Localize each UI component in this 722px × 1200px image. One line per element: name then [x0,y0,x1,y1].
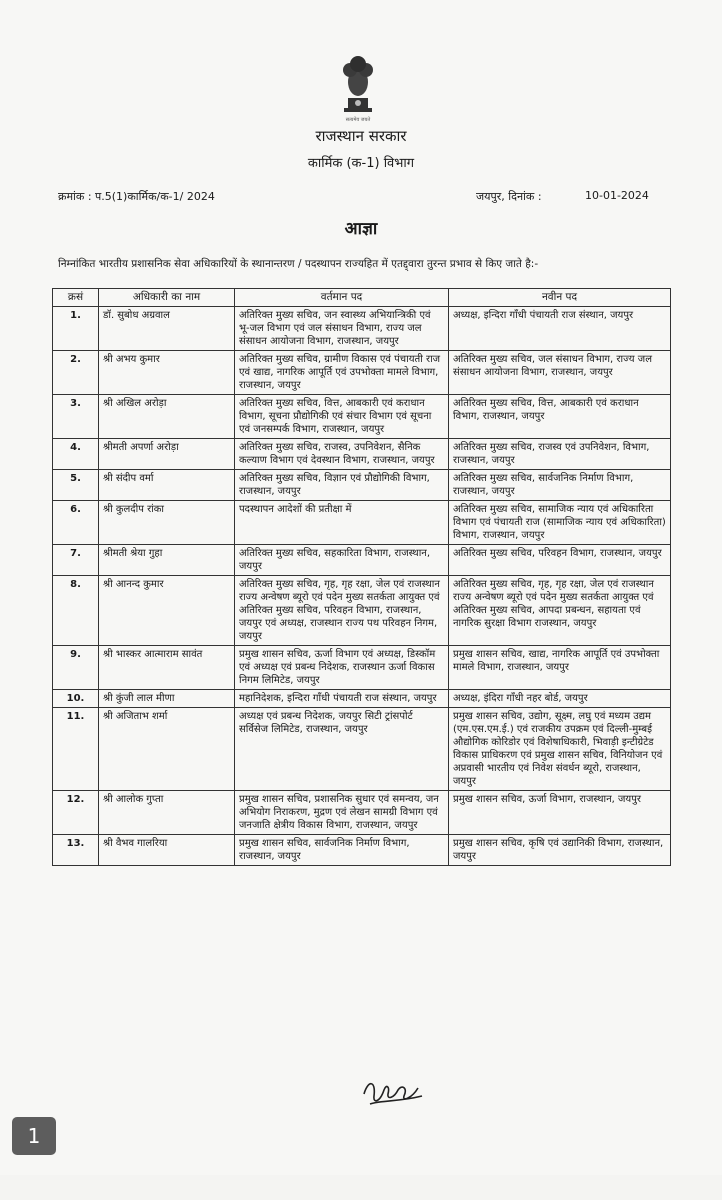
serial-cell: 7. [53,545,99,576]
serial-cell: 5. [53,470,99,501]
header-serial: क्रसं [53,289,99,307]
current-post-cell: अतिरिक्त मुख्य सचिव, वित्त, आबकारी एवं कराधान विभाग, सूचना प्रौद्योगिकी एवं संचार विभाग एवं सूचना एवं जनसम्पर्क विभाग, राजस्थान, जयपुर [235,395,449,439]
table-row [53,470,671,501]
officer-name-cell: डॉ. सुबोध अग्रवाल [99,307,235,351]
transfer-table [52,288,671,866]
new-post-cell: अतिरिक्त मुख्य सचिव, सामाजिक न्याय एवं अधिकारिता विभाग एवं पंचायती राज (सामाजिक न्याय एवं अधिकारिता) विभाग, राजस्थान, जयपुर [449,501,671,545]
officer-name-cell: श्री अखिल अरोड़ा [99,395,235,439]
table-row [53,576,671,646]
new-post-cell: अध्यक्ष, इन्दिरा गाँधी पंचायती राज संस्थान, जयपुर [449,307,671,351]
officer-name-cell: श्री भास्कर आत्माराम सावंत [99,646,235,690]
officer-name-cell: श्रीमती अपर्णा अरोड़ा [99,439,235,470]
officer-name-cell: श्री अजिताभ शर्मा [99,708,235,791]
order-title: आज्ञा [344,219,378,239]
table-header-row [53,289,671,307]
serial-cell: 9. [53,646,99,690]
new-post-cell: अतिरिक्त मुख्य सचिव, राजस्व एवं उपनिवेशन, विभाग, राजस्थान, जयपुर [449,439,671,470]
place-date-label: जयपुर, दिनांक : [476,190,542,203]
header-current-post: वर्तमान पद [235,289,449,307]
table-row [53,835,671,866]
state-emblem-icon [336,52,380,122]
table-row [53,708,671,791]
current-post-cell: महानिदेशक, इन्दिरा गाँधी पंचायती राज संस्थान, जयपुर [235,690,449,708]
table-row [53,791,671,835]
new-post-cell: प्रमुख शासन सचिव, ऊर्जा विभाग, राजस्थान, जयपुर [449,791,671,835]
current-post-cell: प्रमुख शासन सचिव, सार्वजनिक निर्माण विभाग, राजस्थान, जयपुर [235,835,449,866]
new-post-cell: प्रमुख शासन सचिव, उद्योग, सूक्ष्म, लघु एवं मध्यम उद्यम (एम.एस.एम.ई.) एवं राजकीय उपक्रम एवं दिल्ली-मुम्बई औद्योगिक कोरिडोर एवं विशेषाधिकारी, भिवाड़ी इन्टीग्रेटेड विकास प्राधिकरण एवं प्रमुख शासन सचिव, विनियोजन एवं अप्रवासी भारतीय एवं निवेश संवर्धन ब्यूरो, राजस्थान, जयपुर [449,708,671,791]
new-post-cell: अतिरिक्त मुख्य सचिव, सार्वजनिक निर्माण विभाग, राजस्थान, जयपुर [449,470,671,501]
table-row [53,439,671,470]
new-post-cell: प्रमुख शासन सचिव, कृषि एवं उद्यानिकी विभाग, राजस्थान, जयपुर [449,835,671,866]
government-name: राजस्थान सरकार [315,127,407,145]
serial-cell: 2. [53,351,99,395]
current-post-cell: अतिरिक्त मुख्य सचिव, विज्ञान एवं प्रौद्योगिकी विभाग, राजस्थान, जयपुर [235,470,449,501]
page-number-badge[interactable]: 1 [12,1117,56,1155]
serial-cell: 6. [53,501,99,545]
table-row [53,501,671,545]
current-post-cell: अतिरिक्त मुख्य सचिव, गृह, गृह रक्षा, जेल एवं राजस्थान राज्य अन्वेषण ब्यूरो एवं पदेन मुख्य सतर्कता आयुक्त एवं अतिरिक्त मुख्य सचिव, परिवहन विभाग, राजस्थान, जयपुर एवं अध्यक्ष, राजस्थान राज्य पथ परिवहन निगम, जयपुर [235,576,449,646]
officer-name-cell: श्री आनन्द कुमार [99,576,235,646]
serial-cell: 4. [53,439,99,470]
current-post-cell: प्रमुख शासन सचिव, प्रशासनिक सुधार एवं समन्वय, जन अभियोग निराकरण, मुद्रण एवं लेखन सामग्री विभाग एवं जनजाति क्षेत्रीय विकास विभाग, राजस्थान, जयपुर [235,791,449,835]
new-post-cell: अध्यक्ष, इंदिरा गाँधी नहर बोर्ड, जयपुर [449,690,671,708]
new-post-cell: अतिरिक्त मुख्य सचिव, गृह, गृह रक्षा, जेल एवं राजस्थान राज्य अन्वेषण ब्यूरो एवं पदेन मुख्य सतर्कता आयुक्त एवं अतिरिक्त मुख्य सचिव, आपदा प्रबन्धन, सहायता एवं नागरिक सुरक्षा विभाग राजस्थान, जयपुर [449,576,671,646]
officer-name-cell: श्री वैभव गालरिया [99,835,235,866]
serial-cell: 1. [53,307,99,351]
table-row [53,690,671,708]
current-post-cell: अतिरिक्त मुख्य सचिव, सहकारिता विभाग, राजस्थान, जयपुर [235,545,449,576]
emblem-motto: सत्यमेव जयते [345,117,371,123]
current-post-cell: अतिरिक्त मुख्य सचिव, जन स्वास्थ्य अभियान्त्रिकी एवं भू-जल विभाग एवं जल संसाधन विभाग, राज्य जल संसाधन आयोजना विभाग, राजस्थान, जयपुर [235,307,449,351]
department-name: कार्मिक (क-1) विभाग [307,156,415,171]
serial-cell: 3. [53,395,99,439]
table-row [53,646,671,690]
reference-number: क्रमांक : प.5(1)कार्मिक/क-1/ 2024 [58,190,215,203]
table-row [53,395,671,439]
officer-name-cell: श्रीमती श्रेया गुहा [99,545,235,576]
signature-icon [358,1074,428,1110]
serial-cell: 8. [53,576,99,646]
table-row [53,545,671,576]
current-post-cell: अतिरिक्त मुख्य सचिव, ग्रामीण विकास एवं पंचायती राज एवं खाद्य, नागरिक आपूर्ति एवं उपभोक्ता मामले विभाग, राजस्थान, जयपुर [235,351,449,395]
header-new-post: नवीन पद [449,289,671,307]
serial-cell: 11. [53,708,99,791]
serial-cell: 12. [53,791,99,835]
officer-name-cell: श्री आलोक गुप्ता [99,791,235,835]
intro-text: निम्नांकित भारतीय प्रशासनिक सेवा अधिकारियों के स्थानान्तरण / पदस्थापन राज्यहित में एतद्द्वारा तुरन्त प्रभाव से किए जाते है:- [58,258,539,270]
table-row [53,307,671,351]
officer-name-cell: श्री कुंजी लाल मीणा [99,690,235,708]
current-post-cell: पदस्थापन आदेशों की प्रतीक्षा में [235,501,449,545]
new-post-cell: अतिरिक्त मुख्य सचिव, जल संसाधन विभाग, राज्य जल संसाधन आयोजना विभाग, राजस्थान, जयपुर [449,351,671,395]
header-officer-name: अधिकारी का नाम [99,289,235,307]
table-row [53,351,671,395]
new-post-cell: अतिरिक्त मुख्य सचिव, वित्त, आबकारी एवं कराधान विभाग, राजस्थान, जयपुर [449,395,671,439]
officer-name-cell: श्री कुलदीप रांका [99,501,235,545]
new-post-cell: प्रमुख शासन सचिव, खाद्य, नागरिक आपूर्ति एवं उपभोक्ता मामले विभाग, राजस्थान, जयपुर [449,646,671,690]
serial-cell: 10. [53,690,99,708]
serial-cell: 13. [53,835,99,866]
order-date: 10-01-2024 [585,189,649,202]
current-post-cell: अतिरिक्त मुख्य सचिव, राजस्व, उपनिवेशन, सैनिक कल्याण विभाग एवं देवस्थान विभाग, राजस्थान, जयपुर [235,439,449,470]
current-post-cell: अध्यक्ष एवं प्रबन्ध निदेशक, जयपुर सिटी ट्रांसपोर्ट सर्विसेज लिमिटेड, राजस्थान, जयपुर [235,708,449,791]
new-post-cell: अतिरिक्त मुख्य सचिव, परिवहन विभाग, राजस्थान, जयपुर [449,545,671,576]
officer-name-cell: श्री अभय कुमार [99,351,235,395]
officer-name-cell: श्री संदीप वर्मा [99,470,235,501]
current-post-cell: प्रमुख शासन सचिव, ऊर्जा विभाग एवं अध्यक्ष, डिस्कॉम एवं अध्यक्ष एवं प्रबन्ध निदेशक, राजस्थान ऊर्जा विकास निगम लिमिटेड, जयपुर [235,646,449,690]
